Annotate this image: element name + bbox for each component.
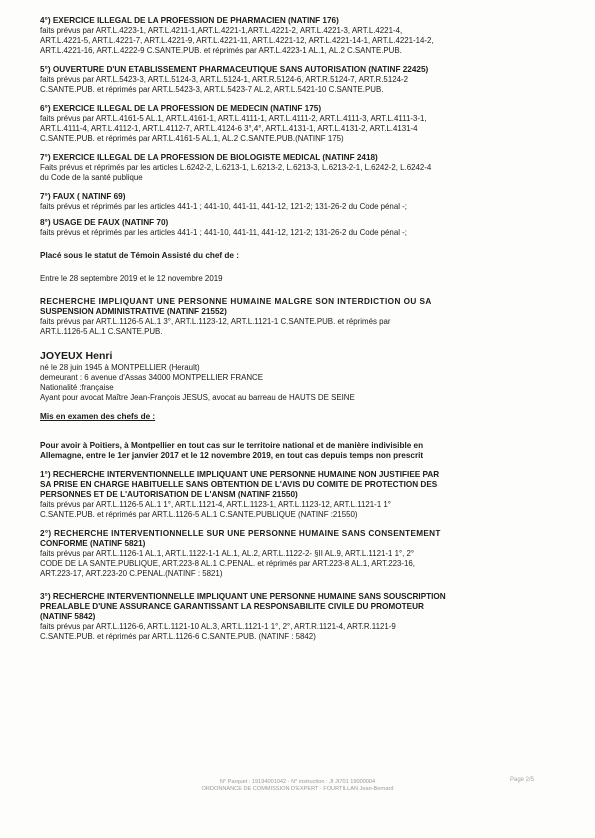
charge-text: ART.L.4221-16, ART.L.4222-9 C.SANTE.PUB. et réprimés par ART.L.4223-1 AL.1, AL.2 C.SANTE.PUB. [40, 46, 402, 55]
mis-en-examen-heading: Mis en examen des chefs de : [40, 412, 156, 421]
charge-text: faits prévus et réprimés par les articles 441-1 ; 441-10, 441-11, 441-12, 121-2; 131-26-2 du Code pénal -; [40, 202, 407, 211]
charge-heading: 8°) USAGE DE FAUX (NATINF 70) [40, 218, 169, 227]
page-number: Page 2/5 [510, 777, 535, 783]
charge-heading: (NATINF 5842) [40, 612, 96, 621]
page-footer [0, 779, 595, 793]
person-nationality: Nationalité :française [40, 383, 114, 392]
charge-heading: 3°) RECHERCHE INTERVENTIONNELLE IMPLIQUANT UNE PERSONNE HUMAINE SANS SOUSCRIPTION [40, 592, 446, 601]
charge-4 [40, 16, 542, 56]
charge-text: faits prévus par ART.L.5423-3, ART.L.5124-3, ART.L.5124-1, ART.R.5124-6, ART.R.5124-7, ART.R.5124-2 [40, 75, 409, 84]
charge-heading: RECHERCHE IMPLIQUANT UNE PERSONNE HUMAINE MALGRE SON INTERDICTION OU SA [40, 297, 432, 306]
charge-text: C.SANTE.PUB. et réprimés par ART.L.1126-5 AL.1 C.SANTE.PUBLIQUE (NATINF :21550) [40, 510, 358, 519]
charge-text: faits prévus par ART.L.1126-6, ART.L.1121-10 AL.3, ART.L.1121-1 1°, 2°, ART.R.1121-4, ART.R.1121-9 [40, 622, 396, 631]
charge-faux [40, 192, 542, 212]
charge-7 [40, 153, 542, 183]
intro-text: Pour avoir à Poitiers, à Montpellier en tout cas sur le territoire national et de manière indivisible en [40, 441, 424, 450]
charge-text: C.SANTE.PUB. et réprimés par ART.L.4161-5 AL.1, AL.2 C.SANTE.PUB.(NATINF 175) [40, 134, 344, 143]
charge-text: faits prévus par ART.L.1126-1 AL.1, ART.L.1122-1-1 AL.1, AL.2, ART.L.1122-2- §II AL.9, ART.L.1121-1 1°, 2° [40, 549, 415, 558]
charge-heading: 5°) OUVERTURE D'UN ETABLISSEMENT PHARMACEUTIQUE SANS AUTORISATION (NATINF 22425) [40, 65, 429, 74]
temoin-assiste-heading: Placé sous le statut de Témoin Assisté du chef de : [40, 251, 239, 260]
charge-heading: 1°) RECHERCHE INTERVENTIONNELLE IMPLIQUANT UNE PERSONNE HUMAINE NON JUSTIFIEE PAR [40, 470, 440, 479]
charge-text: faits prévus par ART.L.1126-5 AL.1 1°, ART.L.1121-4, ART.L.1123-1, ART.L.1123-12, ART.L.1121-1 1° [40, 500, 391, 509]
charge-heading: 4°) EXERCICE ILLEGAL DE LA PROFESSION DE PHARMACIEN (NATINF 176) [40, 16, 339, 25]
charge-heading: SA PRISE EN CHARGE HABITUELLE SANS OBTENTION DE L'AVIS DU COMITE DE PROTECTION DES [40, 480, 438, 489]
person-name: JOYEUX Henri [40, 350, 113, 362]
charge-text: ART.223-17, ART.223-20 C.PENAL.(NATINF : 5821) [40, 569, 223, 578]
charge-6 [40, 104, 542, 144]
period-text: Entre le 28 septembre 2019 et le 12 novembre 2019 [40, 274, 223, 283]
charge-heading: PREALABLE D'UNE ASSURANCE GARANTISSANT LA RESPONSABILITE CIVILE DU PROMOTEUR [40, 602, 424, 611]
charge-heading: 7°) EXERCICE ILLEGAL DE LA PROFESSION DE BIOLOGISTE MEDICAL (NATINF 2418) [40, 153, 378, 162]
footer-reference: N° Parquet : 19194001042 · N° instruction : JI JI701 19000004 [219, 779, 376, 785]
charge-5 [40, 65, 542, 95]
intro-text: Allemagne, entre le 1er janvier 2017 et le 12 novembre 2019, en tout cas depuis temps non prescrit [40, 451, 424, 460]
charge-heading: 7°) FAUX ( NATINF 69) [40, 192, 126, 201]
person-birth: né le 28 juin 1945 à MONTPELLIER (Herault) [40, 363, 200, 372]
charge-heading: SUSPENSION ADMINISTRATIVE (NATINF 21552) [40, 307, 227, 316]
charge-text: ART.L.1126-5 AL.1 C.SANTE.PUB. [40, 327, 163, 336]
charge-8 [40, 218, 542, 238]
count-2 [40, 529, 542, 579]
count-3 [40, 592, 542, 642]
charge-heading: CONFORME (NATINF 5821) [40, 539, 146, 548]
charge-text: C.SANTE.PUB. et réprimés par ART.L.1126-6 C.SANTE.PUB. (NATINF : 5842) [40, 632, 316, 641]
charge-interdiction [40, 297, 542, 337]
charge-text: Faits prévus et réprimés par les articles L.6242-2, L.6213-1, L.6213-2, L.6213-3, L.6213-2-1, L.6242-2, L.6242-4 [40, 163, 432, 172]
charge-text: CODE DE LA SANTE.PUBLIQUE, ART.223-8 AL.1 C.PENAL. et réprimés par ART.223-8 AL.1, ART.223-16, [40, 559, 415, 568]
document-body [40, 16, 542, 642]
charge-text: faits prévus et réprimés par les articles 441-1 ; 441-10, 441-11, 441-12, 121-2; 131-26-2 du Code pénal -; [40, 228, 407, 237]
charge-text: C.SANTE.PUB. et réprimés par ART.L.5423-3, ART.L.5423-7 AL.2, ART.L.5421-10 C.SANTE.PUB. [40, 85, 384, 94]
intro-paragraph [40, 441, 542, 461]
charge-text: faits prévus par ART.L.4223-1, ART.L.4211-1,ART.L.4221-1,ART.L.4221-2, ART.L.4221-3, ART.L.4221-4, [40, 26, 403, 35]
charge-heading: 6°) EXERCICE ILLEGAL DE LA PROFESSION DE MEDECIN (NATINF 175) [40, 104, 322, 113]
charge-text: faits prévus par ART.L.1126-5 AL.1 3°, ART.L.1123-12, ART.L.1121-1 C.SANTE.PUB. et réprimés par [40, 317, 391, 326]
person-address: demeurant : 6 avenue d'Assas 34000 MONTPELLIER FRANCE [40, 373, 263, 382]
footer-document-title: ORDONNANCE DE COMMISSION D'EXPERT · FOURTILLAN Jean-Bernard [201, 786, 394, 792]
charge-heading: 2°) RECHERCHE INTERVENTIONNELLE SUR UNE PERSONNE HUMAINE SANS CONSENTEMENT [40, 529, 441, 538]
person-lawyer: Ayant pour avocat Maître Jean-François JESUS, avocat au barreau de HAUTS DE SEINE [40, 393, 355, 402]
charge-heading: PERSONNES ET DE L'AUTORISATION DE L'ANSM (NATINF 21550) [40, 490, 298, 499]
charge-text: du Code de la santé publique [40, 173, 143, 182]
charge-text: faits prévus par ART.L.4161-5 AL.1, ART.L.4161-1, ART.L.4111-1, ART.L.4111-2, ART.L.4111-3, ART.L.4111-3-1, [40, 114, 427, 123]
charge-text: ART.L.4111-4, ART.L.4112-1, ART.L.4112-7, ART.L.4124-6 3°,4°, ART.L.4131-1, ART.L.4131-2, ART.L.4131-4 [40, 124, 418, 133]
person-block [40, 350, 542, 403]
count-1 [40, 470, 542, 520]
charge-text: ART.L.4221-5, ART.L.4221-7, ART.L.4221-9, ART.L.4221-11, ART.L.4221-12, ART.L.4221-14-1, ART.L.4221-14-2, [40, 36, 434, 45]
